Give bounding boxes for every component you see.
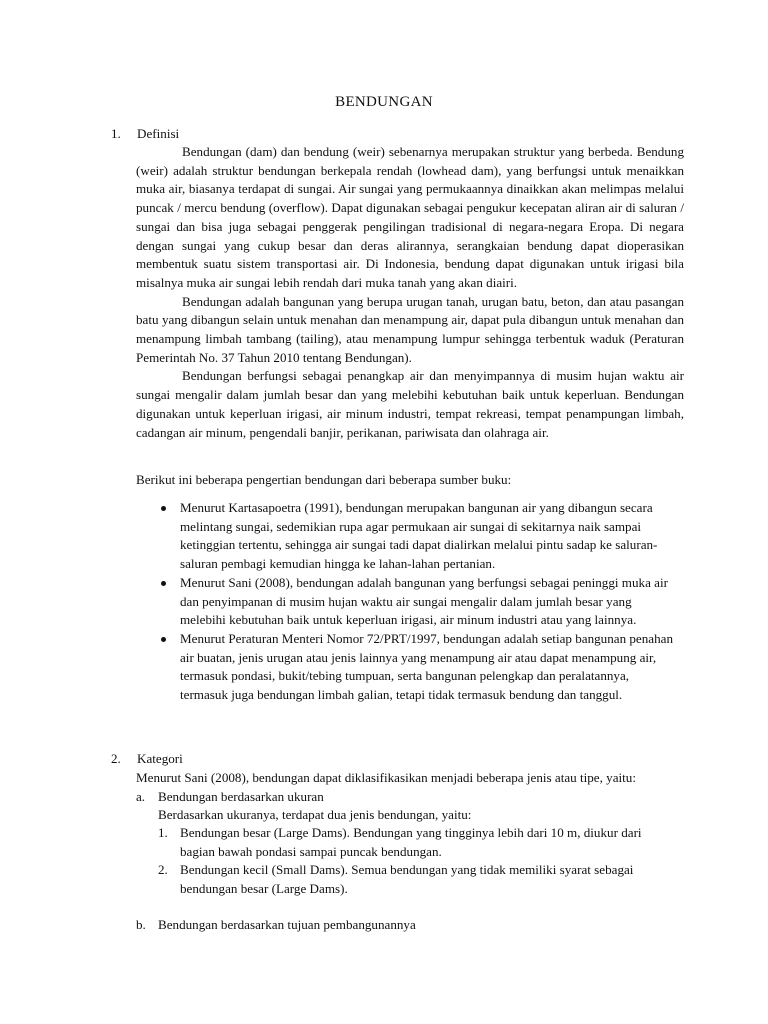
list-item-text: Menurut Sani (2008), bendungan adalah bangunan yang berfungsi sebagai peninggi muka air dan penyimpanan di musim hujan waktu air sungai mengalir dalam jumlah besar yang melebihi kebutuhan baik untuk keperluan irigasi, air minum industri atau yang lainnya. (180, 574, 668, 628)
definitions-intro (136, 471, 684, 490)
numbered-item (158, 861, 678, 898)
numbered-item-text: Bendungan besar (Large Dams). Bendungan yang tingginya lebih dari 10 m, diukur dari bagian bawah pondasi sampai puncak bendungan. (180, 825, 642, 859)
subsection-a-intro: Berdasarkan ukuranya, terdapat dua jenis bendungan, yaitu: (158, 807, 472, 822)
subsection-b-title: Bendungan berdasarkan tujuan pembangunannya (158, 917, 416, 932)
list-item (158, 499, 680, 574)
paragraph-1: Bendungan (dam) dan bendung (weir) sebenarnya merupakan struktur yang berbeda. Bendung (weir) adalah struktur bendungan berkepala rendah (lowhead dam), yang berfungsi untuk menaikkan muka air, biasanya terdapat di sungai. Air sungai yang permukaannya dinaikkan akan melimpas melalui puncak / mercu bendung (overflow). Dapat digunakan sebagai pengukur kecepatan aliran air di saluran / sungai dan bisa juga sebagai penggerak pengilingan tradisional di negara-negara Eropa. Di negara dengan sungai yang cukup besar dan deras alirannya, serangkaian bendung dapat dioperasikan membentuk suatu sistem transportasi air. Di Indonesia, bendung dapat digunakan untuk irigasi bila misalnya muka air sungai lebih rendah dari muka tanah yang akan diairi. (136, 144, 684, 290)
section-2-title: Kategori (137, 751, 183, 766)
paragraph-3: Bendungan berfungsi sebagai penangkap air dan menyimpannya di musim hujan waktu air sungai mengalir dalam jumlah besar dan yang melebihi kebutuhan baik untuk keperluan. Bendungan digunakan untuk keperluan irigasi, air minum industri, tempat rekreasi, tempat penampungan limbah, cadangan air minum, pengendali banjir, perikanan, pariwisata dan olahraga air. (136, 368, 684, 440)
bullet-icon (161, 637, 166, 642)
definitions-intro-text: Berikut ini beberapa pengertian bendungan dari beberapa sumber buku: (136, 472, 512, 487)
section-2-number: 2. (111, 751, 121, 766)
subsection-a-title: Bendungan berdasarkan ukuran (158, 789, 324, 804)
section-1-number: 1. (111, 126, 121, 141)
section-2-intro: Menurut Sani (2008), bendungan dapat diklasifikasikan menjadi beberapa jenis atau tipe, yaitu: (136, 770, 636, 785)
document-title: BENDUNGAN (335, 94, 433, 110)
subsection-a-heading (136, 788, 324, 807)
section-1-heading (111, 125, 179, 144)
numbered-item-text: Bendungan kecil (Small Dams). Semua bendungan yang tidak memiliki syarat sebagai bendungan besar (Large Dams). (180, 862, 634, 896)
bullet-icon (161, 581, 166, 586)
subsection-a-letter: a. (136, 789, 146, 804)
numbered-item-number: 1. (158, 825, 168, 840)
list-item-text: Menurut Peraturan Menteri Nomor 72/PRT/1997, bendungan adalah setiap bangunan penahan air buatan, jenis urugan atau jenis lainnya yang menampung air atau dapat menampung air, termasuk pondasi, bukit/tebing tumpuan, serta bangunan pelengkap dan peralatannya, termasuk juga bendungan limbah galian, tetapi tidak termasuk bendung dan tanggul. (180, 630, 674, 703)
bullet-icon (161, 506, 166, 511)
list-item (158, 574, 680, 630)
section-1-title: Definisi (137, 126, 180, 141)
subsection-b-letter: b. (136, 917, 146, 932)
paragraph-2: Bendungan adalah bangunan yang berupa urugan tanah, urugan batu, beton, dan atau pasangan batu yang dibangun selain untuk menahan dan menampung air, dapat pula dibangun untuk menahan dan menampung limbah tambang (tailing), atau menampung lumpur sehingga terbentuk waduk (Peraturan Pemerintah No. 37 Tahun 2010 tentang Bendungan). (136, 293, 684, 365)
section-1-body (136, 143, 684, 442)
list-item (158, 630, 680, 705)
list-item-text: Menurut Kartasapoetra (1991), bendungan merupakan bangunan air yang dibangun secara melintang sungai, sedemikian rupa agar permukaan air sungai di sekitarnya naik sampai ketinggian tertentu, sehingga air sungai tadi dapat dialirkan melalui pintu sadap ke saluran-saluran pembagi kemudian hingga ke lahan-lahan pertanian. (180, 500, 658, 572)
numbered-item (158, 824, 678, 861)
numbered-item-number: 2. (158, 862, 168, 877)
section-2-heading (111, 750, 183, 769)
definitions-list (158, 499, 680, 705)
subsection-b-heading (136, 916, 416, 935)
